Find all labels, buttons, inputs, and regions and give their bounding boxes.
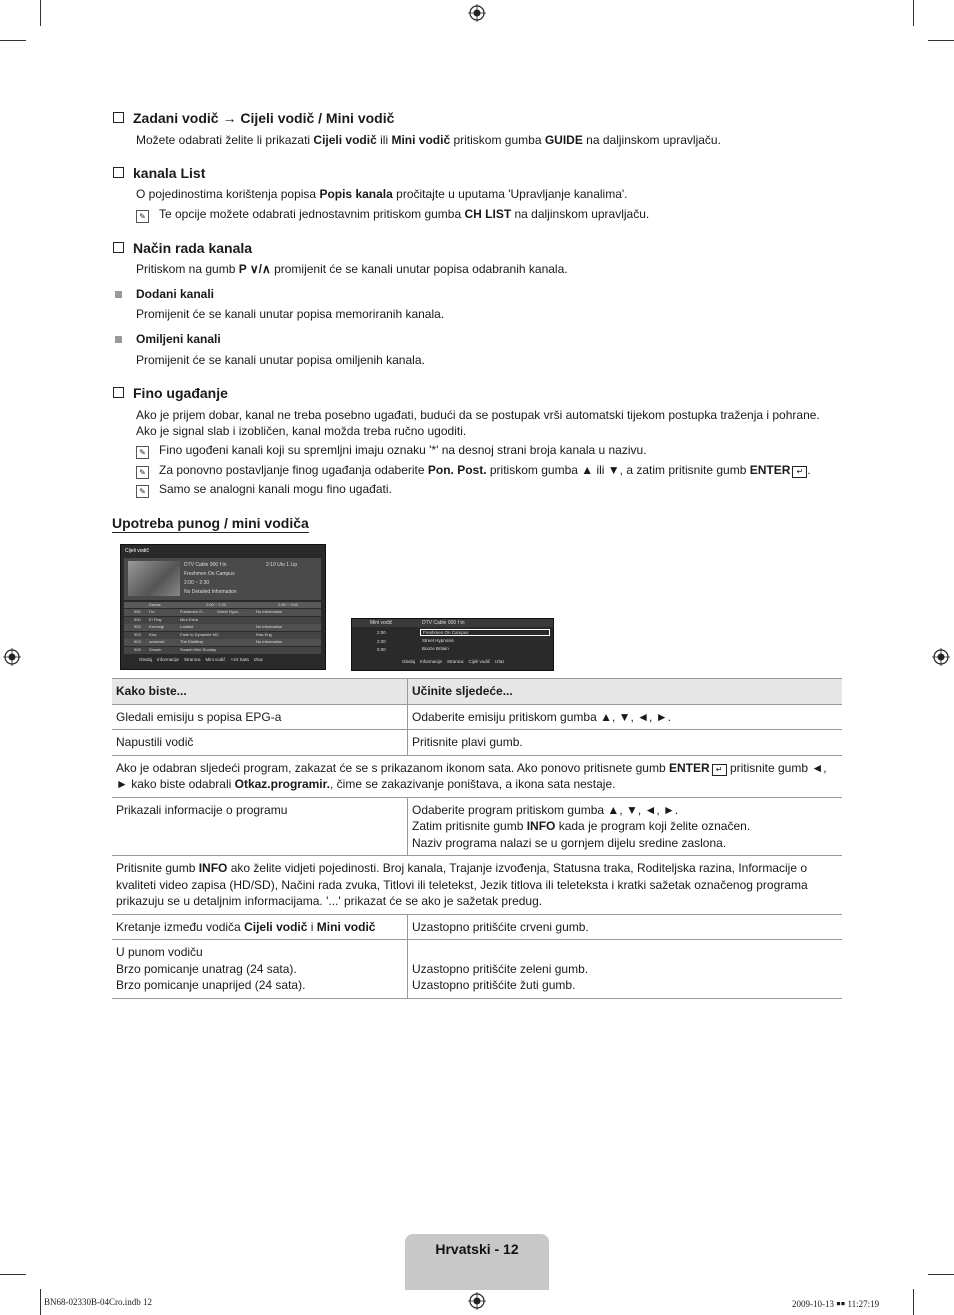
guide-cell: 900 [134, 609, 141, 614]
table-header-right: Učinite sljedeće... [408, 679, 843, 705]
usage-heading: Upotreba punog / mini vodiča [112, 515, 309, 531]
crop-mark [913, 1289, 914, 1315]
section-paragraph: Možete odabrati želite li prikazati Cijeli vodič ili Mini vodič pritiskom gumba GUIDE na daljinskom upravljaču. [136, 133, 721, 147]
guide-cell: Kiss [149, 631, 157, 637]
note-icon: ✎ [136, 466, 149, 479]
guide-footer-item: Gledaj [139, 657, 153, 662]
guide-footer-item: Informacije [157, 657, 180, 662]
imprint-left: BN68-02330B-04Cro.indb 12 [44, 1297, 152, 1307]
guide-cell: oneword [149, 639, 165, 644]
full-guide-screenshot [120, 544, 326, 670]
table-row: Pritisnite gumb INFO ako želite vidjeti pojedinosti. Broj kanala, Trajanje izvođenja, Statusna traka, Roditeljska razina, Informacije o kvaliteti video zapisa (HD/SD), Načini rada zvuka, Titlovi ili teletekst, Jezik titlova ili teleteksta i kratki sažetak označenog programa prikazuju se u detaljnim informacijama. '...' prikazat će se ako je sažetak predug. [112, 856, 842, 915]
note: ✎ Fino ugođeni kanali koji su spremljni imaju oznaku '*' na desnoj strani broja kanala u nazivu. [136, 442, 647, 459]
guide-cell: No Information [256, 639, 283, 644]
guide-cell: E! Play [149, 616, 162, 622]
section-title-fine-tune: Fino ugađanje [113, 385, 228, 401]
note-icon: ✎ [136, 446, 149, 459]
guide-cell: 903 [134, 639, 141, 644]
crop-mark [0, 1274, 26, 1275]
guide-rows [124, 609, 321, 654]
enter-icon: ↵ [792, 466, 807, 478]
registration-mark-icon [932, 648, 950, 666]
mini-guide-rows [352, 629, 553, 655]
crop-mark [40, 0, 41, 26]
guide-cell: No Information [256, 624, 283, 629]
mini-guide-row [352, 646, 553, 655]
guide-cell: Loaded [180, 624, 194, 629]
guide-time: 2:10 Uto 1 Lip [266, 562, 298, 568]
section-paragraph: O pojedinostima korištenja popisa Popis kanala pročitajte u uputama 'Upravljanje kanalima'. [136, 187, 628, 201]
guide-cell: Smash [149, 646, 162, 652]
guide-cell: Kiss Eng [256, 631, 272, 637]
guide-row [124, 647, 321, 654]
subheading-favorite-channels: Omiljeni kanali [136, 332, 221, 346]
guide-info: No Detailed Information [184, 589, 237, 595]
mini-guide-program: Freshmen On Campus [420, 629, 550, 636]
guide-row [124, 632, 321, 639]
note-icon: ✎ [136, 210, 149, 223]
guide-row [124, 609, 321, 616]
section-title-channel-list: kanala List [113, 165, 205, 181]
mini-guide-footer-item: Informacije [420, 659, 443, 664]
section-title-default-guide: Zadani vodič → Cijeli vodič / Mini vodič [113, 110, 394, 126]
crop-mark [913, 0, 914, 26]
mini-guide-time: 5:00 [377, 647, 386, 652]
mini-guide-footer [402, 659, 552, 667]
mini-guide-program: Booze Britain [422, 646, 449, 651]
checkbox-bullet-icon [113, 167, 124, 178]
checkbox-bullet-icon [113, 387, 124, 398]
program-thumbnail [128, 561, 180, 596]
guide-cell: 903 [134, 631, 141, 637]
table-header-left: Kako biste... [112, 679, 408, 705]
mini-guide-screenshot [351, 618, 554, 671]
sub-paragraph: Promijenit će se kanali unutar popisa memoriranih kanala. [136, 307, 445, 321]
guide-columns: Danas 2:00 ~ 2:30 2:30 ~ 3:00 [124, 602, 321, 608]
mini-guide-time: 2:00 [377, 630, 386, 635]
imprint-right: 2009-10-13 ￭￭ 11:27:19 [792, 1299, 880, 1309]
page-number-label: Hrvatski - 12 [435, 1241, 519, 1257]
guide-row [124, 624, 321, 631]
section-paragraph: Ako je prijem dobar, kanal ne treba posebno ugađati, budući da se postupak vrši automatski tijekom postupka traženja i pohrane. [136, 408, 820, 422]
guide-cell: 902 [134, 624, 141, 629]
guide-cell: Fade to Dynamite MC [180, 631, 219, 637]
guide-header: Cijeli vodič [125, 548, 149, 554]
guide-cell: No Information [256, 609, 283, 614]
guide-cell: The Distillery [180, 639, 204, 644]
crop-mark [928, 1274, 954, 1275]
guide-row [124, 639, 321, 646]
guide-cell: Freshmen O... [180, 609, 206, 614]
square-bullet-icon [115, 336, 122, 343]
guide-cell: Street Hypn... [217, 609, 242, 614]
mini-guide-footer-item: Gledaj [402, 659, 416, 664]
mini-guide-footer-item: Cijeli vodič [468, 659, 491, 664]
crop-mark [40, 1289, 41, 1315]
table-row: Kretanje između vodiča Cijeli vodič i Mini vodič Uzastopno pritišćite crveni gumb. [112, 914, 842, 940]
guide-footer-item: +24 Sata [230, 657, 249, 662]
table-row: Napustili vodič Pritisnite plavi gumb. [112, 730, 842, 756]
guide-footer [139, 657, 323, 665]
registration-mark-icon [468, 4, 486, 22]
guide-cell: Smash Hits! Sunday [180, 646, 217, 652]
note: ✎ Za ponovno postavljanje finog ugađanja odaberite Pon. Post. pritiskom gumba ▲ ili ▼, a zatim pritisnite gumb ENTER ↵ . [136, 462, 811, 479]
crop-mark [0, 40, 26, 41]
mini-guide-program: Street Hypnosis [422, 637, 454, 643]
note-icon: ✎ [136, 485, 149, 498]
mini-guide-footer-item: Izlaz [495, 659, 505, 664]
guide-cell: Kerrang! [149, 624, 165, 629]
mini-guide-footer-item: Stranica [447, 659, 464, 664]
guide-cell: f tn [149, 609, 155, 614]
guide-info-panel [124, 558, 321, 600]
section-paragraph: Ako je signal slab i izobličen, kanal možda treba ručno ugoditi. [136, 424, 467, 438]
mini-guide-row [352, 638, 553, 647]
square-bullet-icon [115, 291, 122, 298]
note: ✎ Samo se analogni kanali mogu fino ugađati. [136, 481, 392, 498]
guide-cell: 900 [134, 616, 141, 622]
table-row: Gledali emisiju s popisa EPG-a Odaberite emisiju pritiskom gumba ▲, ▼, ◄, ►. [112, 704, 842, 730]
subheading-added-channels: Dodani kanali [136, 287, 215, 301]
table-row: Prikazali informacije o programu Odaberite program pritiskom gumba ▲, ▼, ◄, ►. Zatim pritisnite gumb INFO kada je program koji želite označen. Naziv programa nalazi se u gornjem dijelu sredine zaslona. [112, 797, 842, 856]
note: ✎ Te opcije možete odabrati jednostavnim pritiskom gumba CH LIST na daljinskom upravljaču. [136, 206, 649, 223]
section-paragraph: Pritiskom na gumb P ∨/∧ promijenit će se kanali unutar popisa odabranih kanala. [136, 262, 568, 276]
checkbox-bullet-icon [113, 112, 124, 123]
sub-paragraph: Promijenit će se kanali unutar popisa omiljenih kanala. [136, 353, 425, 367]
table-row: Ako je odabran sljedeći program, zakazat će se s prikazanom ikonom sata. Ako ponovo pritisnete gumb ENTER ↵ pritisnite gumb ◄, ► kako biste odabrali Otkaz.programir., čime se zakazivanje poništava, a ikona sata nestaje. [112, 755, 842, 797]
mini-guide-header: Mini vodič DTV Cable 900 f tn [352, 619, 553, 627]
guide-program: Freshmen On Campus [184, 571, 235, 577]
guide-cell: 905 [134, 646, 141, 652]
checkbox-bullet-icon [113, 242, 124, 253]
crop-mark [928, 40, 954, 41]
section-title-channel-mode: Način rada kanala [113, 240, 252, 256]
guide-range: 2:00 ~ 2:30 [184, 580, 210, 586]
table-row: U punom vodiču Brzo pomicanje unatrag (24 sata). Brzo pomicanje unaprijed (24 sata). Uzastopno pritišćite zeleni gumb. Uzastopno pritišćite žuti gumb. [112, 940, 842, 999]
mini-guide-time: 2:30 [377, 638, 386, 644]
guide-usage-table [112, 678, 842, 999]
guide-channel: DTV Cable 900 f tn [184, 562, 227, 568]
guide-cell: Mint Extra [180, 616, 199, 622]
guide-footer-item: Izlaz [253, 657, 263, 662]
mini-guide-row [352, 629, 553, 638]
registration-mark-icon [468, 1292, 486, 1310]
guide-row [124, 617, 321, 624]
registration-mark-icon [3, 648, 21, 666]
guide-footer-item: Stranica [184, 657, 201, 662]
guide-footer-item: Mini vodič [205, 657, 226, 662]
enter-icon: ↵ [712, 764, 727, 776]
